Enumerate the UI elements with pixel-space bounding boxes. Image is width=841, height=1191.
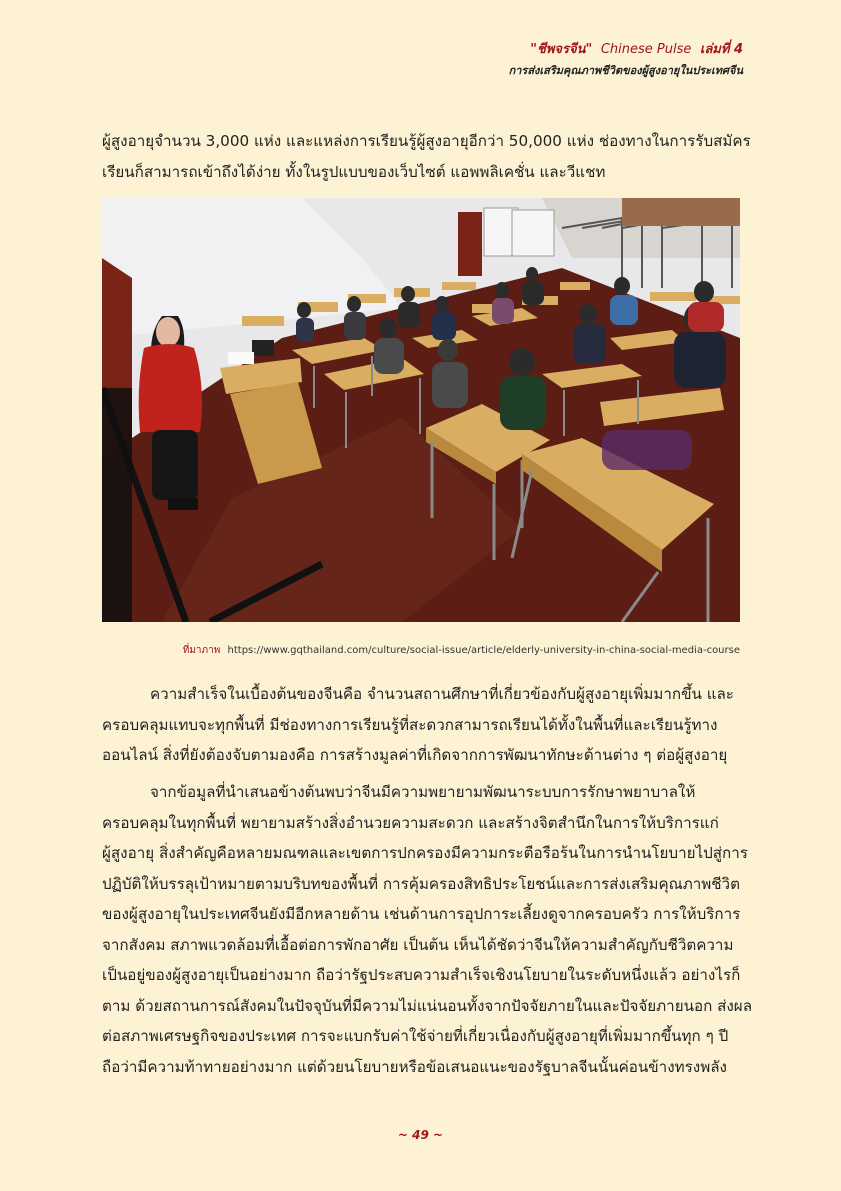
paragraph-line: ปฏิบัติให้บรรลุเป้าหมายตามบริบทของพื้นที่ การคุ้มครองสิทธิประโยชน์และการส่งเสริมคุณภาพชีวิต bbox=[102, 874, 740, 893]
paragraph-line: จากสังคม สภาพแวดล้อมที่เอื้อต่อการพักอาศัย เป็นต้น เห็นได้ชัดว่าจีนให้ความสำคัญกับชีวิตความ bbox=[102, 935, 734, 954]
paragraph-line: ออนไลน์ สิ่งที่ยังต้องจับตามองคือ การสร้างมูลค่าที่เกิดจากการพัฒนาทักษะด้านต่าง ๆ ต่อผู้สูงอายุ bbox=[102, 746, 728, 764]
paragraph-line: ต่อสภาพเศรษฐกิจของประเทศ การจะแบกรับค่าใช้จ่ายที่เกี่ยวเนื่องกับผู้สูงอายุที่เพิ่มมากขึ้นทุก ๆ ปี bbox=[102, 1027, 729, 1045]
page-number: ~ 49 ~ bbox=[397, 1128, 444, 1142]
paragraph-line: ของผู้สูงอายุในประเทศจีนยังมีอีกหลายด้าน เช่นด้านการอุปการะเลี้ยงดูจากครอบครัว การให้บริการ bbox=[102, 905, 741, 923]
caption-url[interactable]: https://www.gqthailand.com/culture/social-issue/article/elderly-university-in-china-social-media-course bbox=[227, 645, 740, 656]
paragraph-line: ตาม ด้วยสถานการณ์สังคมในปัจจุบันที่มีความไม่แน่นอนทั้งจากปัจจัยภายในและปัจจัยภายนอก ส่งผล bbox=[102, 996, 753, 1015]
paragraph-line: ความสำเร็จในเบื้องต้นของจีนคือ จำนวนสถานศึกษาที่เกี่ยวข้องกับผู้สูงอายุเพิ่มมากขึ้น และ bbox=[150, 685, 734, 703]
paragraph-line: ครอบคลุมแทบจะทุกพื้นที่ มีช่องทางการเรียนรู้ที่สะดวกสามารถเรียนได้ทั้งในพื้นที่และเรียนรู้ทาง bbox=[102, 715, 718, 734]
paragraph-line: เป็นอยู่ของผู้สูงอายุเป็นอย่างมาก ถือว่ารัฐประสบความสำเร็จเชิงนโยบายในระดับหนึ่งแล้ว อย่างไรก็ bbox=[102, 966, 741, 984]
header-subtitle: การส่งเสริมคุณภาพชีวิตของผู้สูงอายุในประเทศจีน bbox=[508, 64, 743, 77]
intro-line: เรียนก็สามารถเข้าถึงได้ง่าย ทั้งในรูปแบบของเว็บไซต์ แอพพลิเคชั่น และวีแชท bbox=[102, 162, 606, 181]
brand-name: Chinese Pulse bbox=[600, 42, 692, 57]
classroom-photo-illustration bbox=[102, 198, 740, 622]
paragraph-line: ครอบคลุมในทุกพื้นที่ พยายามสร้างสิ่งอำนวยความสะดวก และสร้างจิตสำนึกในการให้บริการแก่ bbox=[102, 813, 719, 832]
paragraph-line: ผู้สูงอายุ สิ่งสำคัญคือหลายมณฑลและเขตการปกครองมีความกระตือรือร้นในการนำนโยบายไปสู่การ bbox=[102, 844, 748, 862]
body-paragraph-1 bbox=[102, 679, 740, 771]
photo-caption bbox=[102, 643, 740, 658]
paragraph-line: จากข้อมูลที่นำเสนอข้างต้นพบว่าจีนมีความพยายามพัฒนาระบบการรักษาพยาบาลให้ bbox=[150, 783, 696, 801]
header-title-line bbox=[509, 40, 743, 60]
caption-label: ที่มาภาพ bbox=[182, 645, 221, 656]
classroom-photo bbox=[102, 198, 740, 622]
intro-paragraph bbox=[102, 126, 751, 187]
series-name: "ชีพจรจีน" bbox=[530, 42, 593, 57]
body-paragraph-2 bbox=[102, 777, 753, 1082]
running-header bbox=[509, 40, 743, 80]
paragraph-line: ถือว่ามีความท้าทายอย่างมาก แต่ด้วยนโยบายหรือข้อเสนอแนะของรัฐบาลจีนนั้นค่อนข้างทรงพลัง bbox=[102, 1057, 727, 1076]
intro-line: ผู้สูงอายุจำนวน 3,000 แห่ง และแหล่งการเรียนรู้ผู้สูงอายุอีกว่า 50,000 แห่ง ช่องทางในการรับสมัคร bbox=[102, 132, 751, 150]
volume-number: เล่มที่ 4 bbox=[699, 42, 743, 57]
